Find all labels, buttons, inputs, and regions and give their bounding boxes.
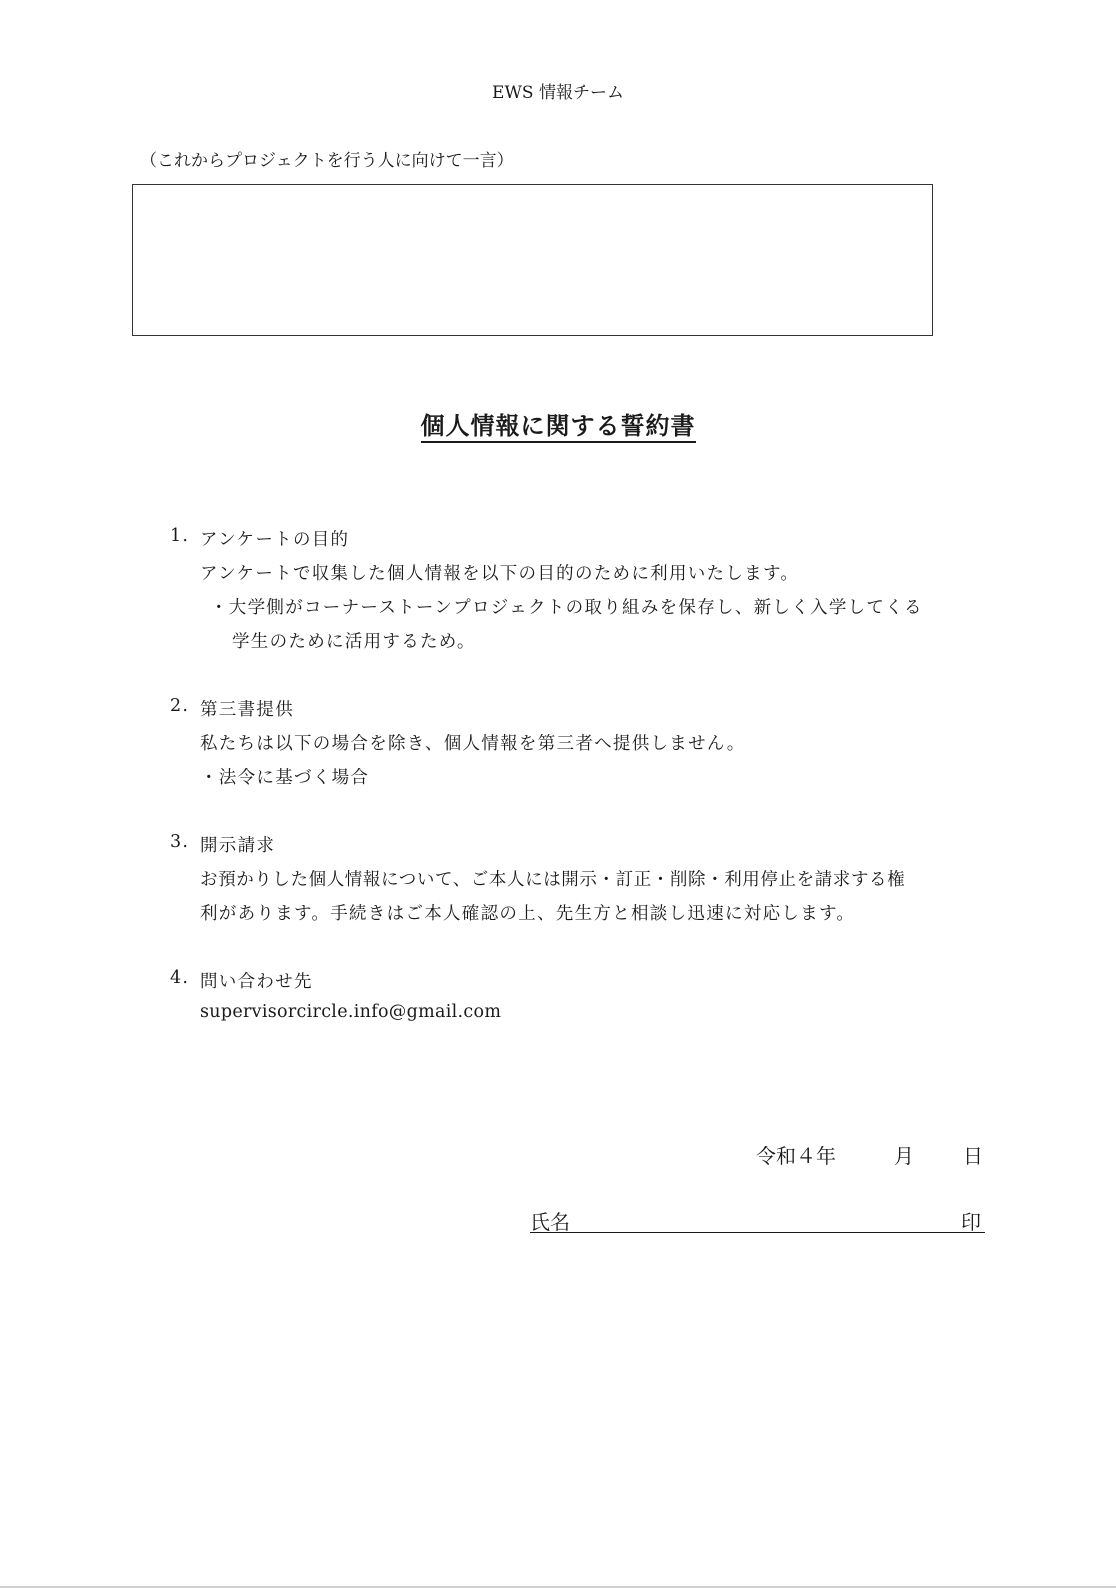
date-era-year: 令和４年 xyxy=(756,1144,836,1168)
document-header: EWS 情報チーム xyxy=(492,83,624,103)
section-1-heading: アンケートの目的 xyxy=(200,530,350,550)
section-2-line: 私たちは以下の場合を除き、個人情報を第三者へ提供しません。 xyxy=(200,734,746,754)
comment-box xyxy=(132,184,933,336)
section-1-bullet: ・大学側がコーナーストーンプロジェクトの取り組みを保存し、新しく入学してくる xyxy=(210,598,923,618)
date-month: 月 xyxy=(894,1144,914,1168)
section-1-line: アンケートで収集した個人情報を以下の目的のために利用いたします。 xyxy=(200,564,800,584)
section-2-bullet: ・法令に基づく場合 xyxy=(200,768,370,788)
signature-line xyxy=(530,1232,985,1233)
title-text: 個人情報に関する誓約書 xyxy=(421,412,696,443)
section-3-number: 3. xyxy=(170,832,190,852)
section-2-heading: 第三書提供 xyxy=(200,700,294,720)
section-4-heading: 問い合わせ先 xyxy=(200,972,313,992)
section-3-line-1: お預かりした個人情報について、ご本人には開示・訂正・削除・利用停止を請求する権 xyxy=(200,870,906,890)
document-title xyxy=(0,406,1116,441)
name-label: 氏名 xyxy=(530,1210,570,1234)
date-day: 日 xyxy=(963,1144,983,1168)
section-3-heading: 開示請求 xyxy=(200,836,276,856)
seal-label: 印 xyxy=(961,1210,981,1234)
comment-prompt: （これからプロジェクトを行う人に向けて一言） xyxy=(140,151,514,171)
section-1-number: 1. xyxy=(170,526,190,546)
section-2-number: 2. xyxy=(170,696,190,716)
section-4-number: 4. xyxy=(170,968,190,988)
section-3-line-2: 利があります。手続きはご本人確認の上、先生方と相談し迅速に対応します。 xyxy=(200,904,856,924)
contact-email: supervisorcircle.info@gmail.com xyxy=(200,1002,502,1022)
section-1-bullet-cont: 学生のために活用するため。 xyxy=(232,632,476,652)
